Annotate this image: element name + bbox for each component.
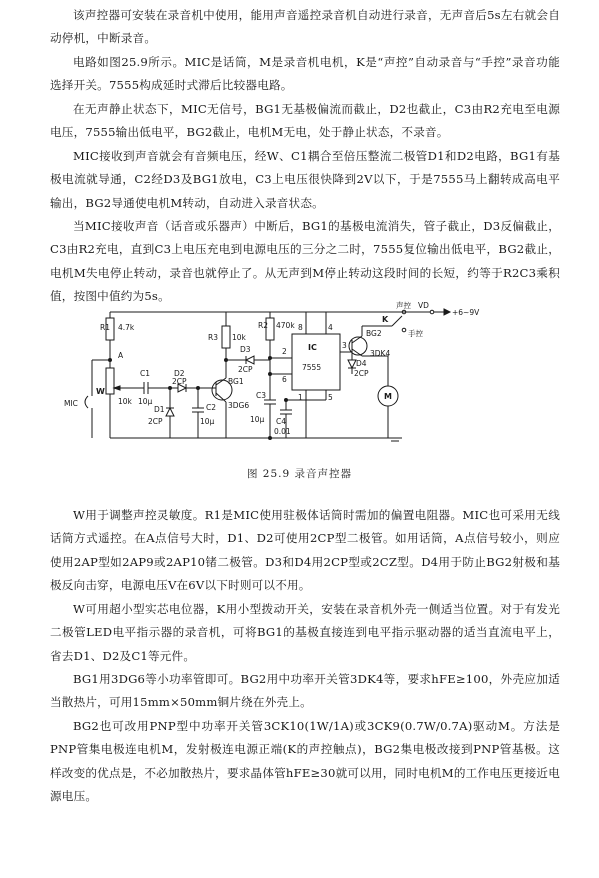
pin-2: 2 — [282, 347, 287, 356]
paragraph-intro: 该声控器可安装在录音机中使用，能用声音遥控录音机自动进行录音，无声音后5s左右就会自动停机，中断录音。 — [50, 8, 560, 46]
pin-6: 6 — [282, 375, 287, 384]
bg1-type: 3DG6 — [228, 401, 250, 410]
pin-8: 8 — [298, 323, 303, 332]
supply-vd-label: VD — [418, 301, 429, 310]
paragraph-pnp-alternative: BG2也可改用PNP型中功率开关管3CK10(1W/1A)或3CK9(0.7W/0.7A)驱动M。方法是PNP管集电极连电机M，发射极连电源正端(K的声控触点)，BG2集电极改接到PNP管基极。这样改变的优点是，不必加散热片，要求晶体管hFE≥30就可以用，同时电机M的工作电压更接近电源电压。 — [50, 719, 560, 804]
r2-value: 470k — [276, 321, 295, 330]
circuit-diagram — [64, 300, 500, 460]
ic-label: IC — [308, 343, 317, 352]
ic-type: 7555 — [302, 363, 322, 372]
c2-value: 10μ — [200, 417, 215, 426]
d3-label: D3 — [240, 345, 251, 354]
c3-value: 10μ — [250, 415, 265, 424]
switch-k-label: K — [382, 315, 389, 324]
bg2-label: BG2 — [366, 329, 382, 338]
d4-type: 2CP — [354, 369, 369, 378]
r3-value: 10k — [232, 333, 246, 342]
w-value: 10k — [118, 397, 132, 406]
d4-label: D4 — [356, 359, 367, 368]
c1-value: 10μ — [138, 397, 153, 406]
bg1-label: BG1 — [228, 377, 244, 386]
d1-label: D1 — [154, 405, 165, 414]
mic-label: MIC — [64, 399, 78, 408]
c4-value: 0.01 — [274, 427, 291, 436]
paragraph-w-sensitivity: W用于调整声控灵敏度。R1是MIC使用驻极体话筒时需加的偏置电阻器。MIC也可采用无线话筒方式遥控。在A点信号大时，D1、D2可使用2CP型二极管。如用话筒，A点信号较小，则应使用2AP型如2AP9或2AP10锗二极管。D3和D4用2CP型或2CZ型。D4用于防止BG2射极和基极反向击穿，电源电压V在6V以下时则可以不用。 — [50, 508, 560, 593]
pin-4: 4 — [328, 323, 333, 332]
c1-label: C1 — [140, 369, 151, 378]
pin-5: 5 — [328, 393, 333, 402]
c3-label: C3 — [256, 391, 267, 400]
d3-type: 2CP — [238, 365, 253, 374]
bg2-type: 3DK4 — [370, 349, 391, 358]
motor-label: M — [384, 392, 392, 401]
d2-label: D2 — [174, 369, 185, 378]
c2-label: C2 — [206, 403, 217, 412]
paragraph-sound-stopped: 当MIC接收声音（话音或乐器声）中断后，BG1的基极电流消失，管子截止，D3反偏截止，C3由R2充电，直到C3上电压充电到电源电压的三分之二时，7555复位输出低电平，BG2截止，电机M失电停止转动，录音也就停止了。从无声到M停止转动这段时间的长短，约等于R2C3乘积值，按图中值约为5s。 — [50, 219, 560, 304]
d1-type: 2CP — [148, 417, 163, 426]
r2-label: R2 — [258, 321, 268, 330]
switch-manual-label: 手控 — [408, 329, 423, 338]
switch-voice-label: 声控 — [396, 301, 411, 310]
r3-label: R3 — [208, 333, 218, 342]
pin-3: 3 — [342, 341, 347, 350]
paragraph-idle-state: 在无声静止状态下，MIC无信号，BG1无基极偏流而截止，D2也截止，C3由R2充电至电源电压，7555输出低电平，BG2截止，电机M无电，处于静止状态，不录音。 — [50, 102, 560, 140]
paragraph-circuit-overview: 电路如图25.9所示。MIC是话筒，M是录音机电机，K是“声控”自动录音与“手控”录音功能选择开关。7555构成延时式滞后比较器电路。 — [50, 55, 560, 93]
supply-voltage-label: +6~9V — [452, 308, 480, 317]
d2-type: 2CP — [172, 377, 187, 386]
paragraph-sound-received: MIC接收到声音就会有音频电压，经W、C1耦合至倍压整流二极管D1和D2电路，BG1有基极电流就导通，C2经D3及BG1放电，C3上电压很快降到2V以下，于是7555马上翻转成高电平输出，BG2导通使电机M转动，自动进入录音状态。 — [50, 149, 560, 210]
w-label: W — [96, 387, 105, 396]
node-a-label: A — [118, 351, 124, 360]
paragraph-bg-transistors: BG1用3DG6等小功率管即可。BG2用中功率开关管3DK4等，要求hFE≥100，外壳应加适当散热片，可用15mm×50mm铜片绕在外壳上。 — [50, 672, 560, 710]
figure-caption: 图 25.9 录音声控器 — [246, 468, 353, 480]
r1-value: 4.7k — [118, 323, 135, 332]
paragraph-w-potentiometer: W可用超小型实芯电位器，K用小型拨动开关，安装在录音机外壳一侧适当位置。对于有发光二极管LED电平指示器的录音机，可将BG1的基极直接连到电平指示驱动器的适当直流电平上，省去D1、D2及C1等元件。 — [50, 602, 560, 663]
pin-1: 1 — [298, 393, 303, 402]
c4-label: C4 — [276, 417, 287, 426]
r1-label: R1 — [100, 323, 110, 332]
